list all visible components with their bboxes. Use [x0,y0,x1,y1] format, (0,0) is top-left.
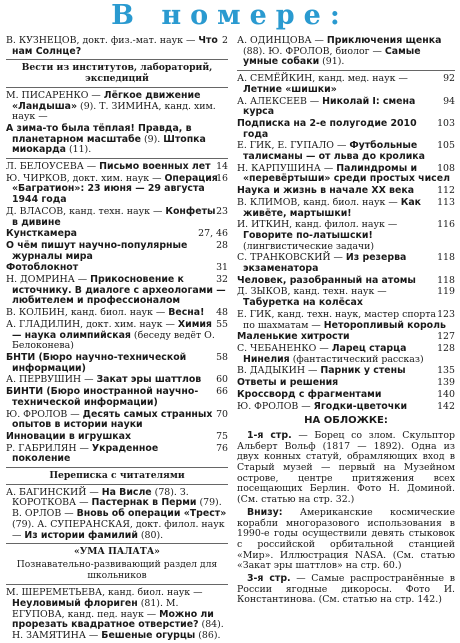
page-number: 135 [437,365,455,377]
right-column [237,36,455,608]
page-header [0,0,460,32]
entry-note: (9). [143,133,161,145]
article-title: Ягодки-цветочки [313,400,408,412]
toc-entry [237,186,455,197]
author-line: Ю. ФРОЛОВ — [6,408,80,420]
author-line: А. БАГИНСКИЙ — [6,486,99,498]
toc-entry [6,375,228,386]
author-line: В. ДАДЫКИН — [237,365,318,377]
article-title: Из истории фамилий [24,529,138,541]
toc-entry [6,263,228,274]
page-number: 48 [216,307,228,319]
article-title: Подписка на 2-е полугодие 2010 года [237,117,417,140]
article-title: Наука и жизнь в начале ХХ века [237,185,415,197]
page-number: 108 [437,162,455,174]
author-line: В. КУЗНЕЦОВ, докт. физ.-мат. наук — [6,35,196,46]
cover-heading: НА ОБЛОЖКЕ: [304,415,388,427]
author-line: Р. ГАБРИЛЯН — [6,442,89,454]
section-subtitle: Познавательно-развивающий раздел для школьников [16,558,218,581]
divider-rule [6,59,228,60]
article-title: Десять самых странных опытов в истории науки [12,408,213,431]
entry-note: (86). [198,630,221,642]
toc-entry [6,207,228,228]
divider-rule [6,484,228,485]
page-number: 75 [216,430,228,442]
toc-entry [6,588,228,642]
page-number: 127 [437,331,455,343]
article-title: Маленькие хитрости [237,331,350,343]
toc-entry [237,198,455,219]
author-line: С. ТРАНКОВСКИЙ — [237,252,343,264]
article-title: А зима-то была тёплая! Правда, в планетарном масштабе [6,122,192,145]
toc-entry [6,229,228,240]
article-title: Николай I: смена курса [243,95,416,118]
article-title: Табуретка на колёсах [243,297,363,309]
entry-note: (11). [68,144,92,156]
author-line: Ю. ФРОЛОВ — [237,400,311,412]
author-line: И. ИТКИН, канд. филол. наук — [237,219,398,231]
article-title: Ответы и решения [237,377,339,389]
author-line: Е. ГИК, Е. ГУПАЛО — [237,140,347,152]
toc-entry [6,124,228,156]
author-line: М. ПИСАРЕНКО — [6,89,101,101]
article-title: Весна! [168,307,205,319]
article-title: Прикосновение к источнику. В диалоге с археологами — любителем и профессионалом [12,274,226,307]
section-heading: Переписка с читателями [49,470,185,482]
article-title: Парник у стены [320,365,406,377]
author-line: А. СЕМЁЙКИН, канд. мед. наук — [237,73,408,85]
toc-entry [237,287,455,308]
toc-entry [6,162,228,173]
toc-entry [237,220,455,252]
page-number: 28 [216,239,228,251]
cover-label: 3-я стр. [247,573,291,585]
page-number: 118 [437,274,455,286]
article-title: Закат эры шаттлов [96,374,202,386]
toc-entry [6,174,228,206]
toc-entry [6,275,228,307]
toc-entry [6,444,228,465]
issue-title: В номере: [111,0,349,31]
article-title: Футбольные талисманы — от льва до кролика [243,140,425,163]
cover-text: Американские космические корабли многоразового использования в 1990-е годы осуществили девять стыковок с российской орбитальной станцией «Мир». Иллюстрация NASA. (См. статью «Закат эры шаттлов» на стр. 60.) [237,506,455,572]
author-line: Н. ДОМРИНА — [6,274,88,286]
page-number: 31 [216,262,228,274]
page-number: 27, 46 [198,228,228,240]
page-number: 128 [437,342,455,354]
article-title: БИНТИ (Бюро иностранной научно-технической информации) [6,386,199,408]
article-title: Летние «шишки» [243,83,337,95]
page-number: 58 [216,351,228,363]
toc-entry [237,253,455,274]
toc-entry [6,387,228,408]
article-title: Палиндромы и «перевёртыши» среди простых чисел [243,162,450,185]
divider-rule [6,467,228,468]
cover-label: 1-я стр. [247,429,292,441]
section-heading: «УМА ПАЛАТА» [74,546,160,558]
article-title: БНТИ (Бюро научно-технической информации) [6,351,187,374]
toc-entry [237,332,455,343]
divider-rule [6,87,228,88]
page-number: 55 [216,318,228,330]
article-title: Вновь об операции «Трест» [76,508,227,520]
page-number: 76 [216,442,228,454]
toc-entry [6,488,228,542]
cover-paragraph [237,574,455,606]
toc-entry [237,97,455,118]
entry-note: (9). Т. ЗИМИНА, канд. хим. наук — [12,100,216,123]
page-number: 118 [437,252,455,264]
toc-entry [237,119,455,140]
toc-entry [237,164,455,185]
author-line: Л. БЕЛОУСЕВА — [6,161,97,173]
left-column [6,36,228,643]
author-line: А. ГЛАДИЛИН, докт. хим. наук — [6,318,175,330]
cover-text: — Борец со злом. Скульптор Альберт Вольф (1817 — 1892). Одна из двух конных статуй, обрамляющих вход в Старый музей — первый на Музейном острове, центре притяжения всех посещающих Берлин. Фото Н. Доминой. (См. статью на стр. 32.) [237,429,455,506]
page-number: 70 [216,408,228,420]
article-title: Как живёте, мартышки! [243,196,422,219]
divider-rule [237,70,455,71]
entry-note: (91). [322,56,345,68]
cover-label: Внизу: [247,506,283,518]
cover-paragraph [237,508,455,572]
page-number: 92 [443,73,455,85]
article-title: Пастернак в Перми [91,497,197,509]
toc-entry [237,36,455,68]
page-number: 112 [437,185,455,197]
toc-entry [237,390,455,401]
divider-rule [6,158,228,159]
entry-note: (фантастический рассказ) [292,353,424,365]
toc-entry [6,410,228,431]
entry-note: (84). Н. ЗАМЯТИНА — [12,619,224,642]
article-title: Фотоблокнот [6,262,79,274]
article-title: Приключения щенка [326,35,442,46]
article-title: Ларец старца Нинелия [243,342,407,365]
toc-entry [237,141,455,162]
article-title: Неторопливый король [323,319,446,331]
author-line: А. ОДИНЦОВА — [237,35,324,46]
article-title: Бешеные огурцы [101,630,196,642]
entry-note: (лингвистические задачи) [243,240,375,252]
toc-entry [6,91,228,123]
author-line: А. ПЕРВУШИН — [6,374,94,386]
toc-entry [237,366,455,377]
page-number: 23 [216,205,228,217]
author-line: М. ШЕРЕМЕТЬЕВА, канд. биол. наук — [6,587,203,599]
page-number: 14 [216,161,228,173]
article-title: Что нам Солнце? [12,35,218,57]
article-title: О чём пишут научно-популярные журналы мира [6,239,188,262]
page-number: 140 [437,388,455,400]
toc-entry [237,310,455,331]
page-number: 119 [437,286,455,298]
page-number: 116 [437,219,455,231]
article-title: На Висле [101,486,152,498]
article-title: Кроссворд с фрагментами [237,388,382,400]
article-title: Человек, разобранный на атомы [237,274,416,286]
cover-paragraph [237,431,455,506]
article-title: Письмо военных лет [99,161,211,173]
entry-note: (81). М. ЕГУПОВА, канд. пед. наук — [12,598,179,620]
entry-note: (беседу ведёт О. Белоконева) [12,329,215,352]
author-line: Ю. ЧИРКОВ, докт. хим. наук — [6,172,162,184]
author-line: Е. ГИК, канд. техн. наук, мастер спорта по шахматам — [237,308,437,331]
toc-entry [6,353,228,374]
author-line: С. ЧЕБАНЕНКО — [237,342,329,354]
page-number: 105 [437,140,455,152]
toc-entry: 2 В. КУЗНЕЦОВ, докт. физ.-мат. наук — Что нам Солнце? [6,35,228,57]
page-number: 60 [216,374,228,386]
article-title: Кунсткамера [6,228,77,240]
article-title: Говорите по-латышски! [243,229,373,241]
entry-note: (79). А. СУПЕРАНСКАЯ, докт. филол. наук — [12,518,225,541]
toc-entry [237,378,455,389]
author-line: В. КЛИМОВ, канд. биол. наук — [237,196,398,208]
page-number: 94 [443,95,455,107]
section-heading: Вести из институтов, лабораторий, экспедиций [21,62,213,85]
article-title: Штопка миокарда [12,133,206,156]
article-title: Конфеты в дивине [12,205,216,228]
toc-entry [237,276,455,287]
toc-entry [237,344,455,365]
author-line: В. КОЛБИН, канд. биол. наук — [6,307,166,319]
article-title: Операция «Багратион»: 23 июня — 29 августа 1944 года [12,172,218,206]
page-number: 32 [216,274,228,286]
article-title: Из резерва экзаменатора [243,252,407,275]
article-title: Самые умные собаки [243,45,421,68]
page-number: 139 [437,377,455,389]
article-title: Инновации в игрушках [6,430,132,442]
article-title: Украденное поколение [12,442,159,465]
article-title: Химия — наука олимпийская [12,318,212,341]
author-line: А. АЛЕКСЕЕВ — [237,95,320,107]
divider-rule [6,584,228,585]
entry-note: (80). [140,529,164,541]
author-line: Д. ЗЫКОВ, канд. техн. наук — [237,286,387,298]
toc-entry [6,432,228,443]
page-number: 113 [437,196,455,208]
toc-entry [237,74,455,95]
toc-entry [6,308,228,319]
author-line: Н. КАРПУШИНА — [237,162,334,174]
article-title: Неуловимый флориген [12,598,138,610]
page-number: 66 [216,386,228,398]
page-number: 142 [437,400,455,412]
page-number: 123 [437,308,455,320]
page-number: 103 [437,117,455,129]
entry-note: (78). З. КОРОТКОВА — [12,486,189,509]
toc-entry [6,241,228,262]
divider-rule [6,543,228,544]
toc-entry [6,320,228,352]
toc-entry [237,402,455,413]
article-title: Можно ли прорезать квадратное отверстие? [12,608,214,631]
cover-text: — Самые распространённые в России ягодные дикоросы. Фото И. Константинова. (См. статью на стр. 142.) [237,573,455,606]
entry-note: (88). Ю. ФРОЛОВ, биолог — [243,45,382,57]
entry-note: (79). В. ОРЛОВ — [12,497,222,520]
article-title: Лёгкое движение «Ландыша» [12,89,201,112]
author-line: Д. ВЛАСОВ, канд. техн. наук — [6,205,163,217]
page-number: 16 [216,172,228,184]
